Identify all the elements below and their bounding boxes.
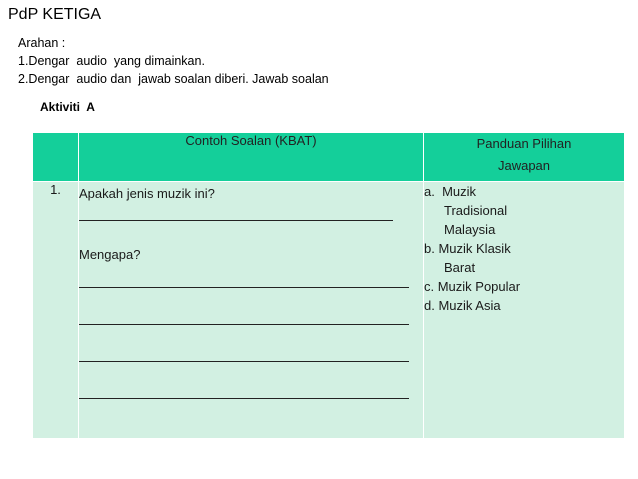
option-a [424,182,624,239]
option-b [424,239,624,277]
option-b-line2: Barat [444,260,476,275]
option-a-line2: Tradisional [444,203,508,218]
instructions-heading: Arahan : [18,36,66,50]
answer-blank-1[interactable] [79,206,393,221]
option-d: d. Muzik Asia [424,298,501,313]
answer-options-cell [424,182,625,439]
row-number: 1. [33,182,79,439]
question-1-text: Apakah jenis muzik ini? [79,186,215,201]
question-2-text: Mengapa? [79,247,141,262]
answer-blank-3[interactable] [79,310,409,325]
header-answer-cell [424,133,625,182]
option-b-line1: b. Muzik Klasik [424,241,511,256]
option-a-line1: Muzik [442,184,477,199]
header-number-cell [33,133,79,182]
instructions [18,34,329,88]
question-table [32,132,625,439]
answer-blank-5[interactable] [79,384,409,399]
answer-blank-2[interactable] [79,273,409,288]
header-answer-line1: Panduan Pilihan [476,136,572,151]
header-question-cell: Contoh Soalan (KBAT) [79,133,424,182]
option-c: c. Muzik Popular [424,279,521,294]
table-header-row [33,133,625,182]
instruction-item-2: 2.Dengar audio dan jawab soalan diberi. Jawab soalan [18,72,329,86]
question-cell [79,182,424,439]
table-row [33,182,625,439]
option-a-line3: Malaysia [444,222,496,237]
activity-label: Aktiviti A [40,100,95,114]
option-a-label: a. [424,184,435,199]
header-answer-line2: Jawapan [497,158,551,173]
page-title: PdP KETIGA [8,6,102,23]
answer-blank-4[interactable] [79,347,409,362]
instruction-item-1: 1.Dengar audio yang dimainkan. [18,54,205,68]
